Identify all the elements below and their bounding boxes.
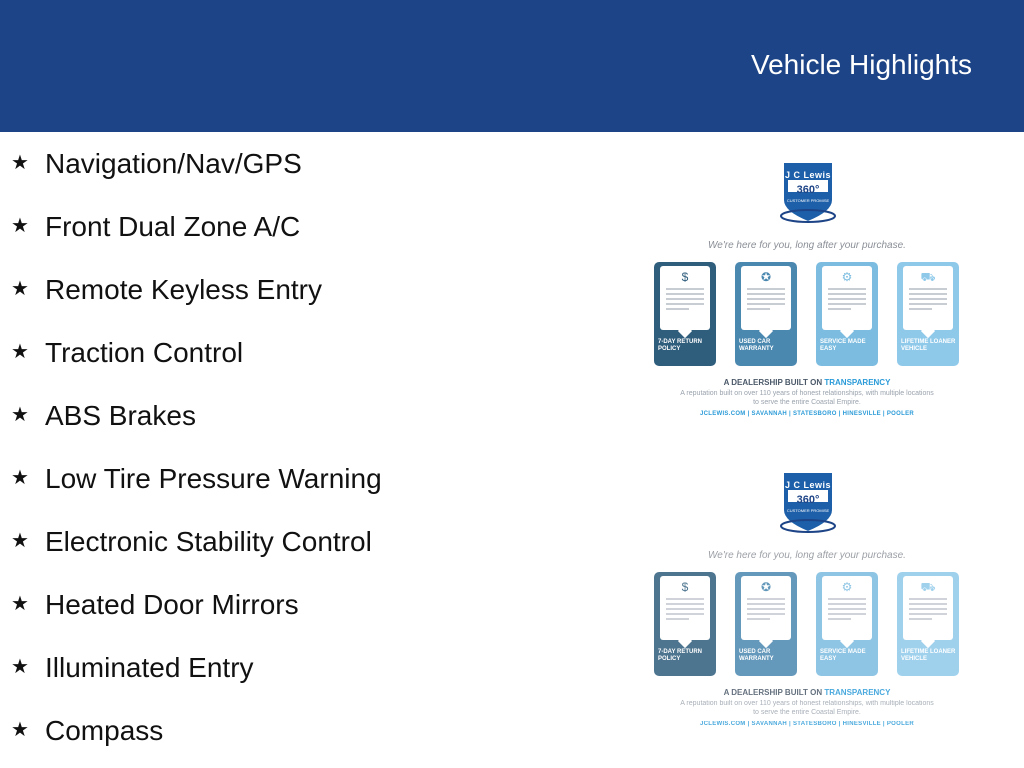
jclewis-360-badge (779, 160, 837, 220)
feature-item (0, 711, 560, 751)
badge-caption: CUSTOMER PROMISE (786, 198, 830, 203)
card-title: USED CAR WARRANTY (739, 339, 774, 352)
feature-label: Electronic Stability Control (45, 526, 372, 557)
star-icon: ★ (11, 465, 29, 489)
feature-item (0, 333, 560, 373)
built-on-line (648, 688, 966, 697)
star-icon: ★ (11, 150, 29, 174)
star-icon: ★ (11, 402, 29, 426)
promise-card (654, 572, 716, 676)
feature-item (0, 585, 560, 625)
card-title: LIFETIME LOANER VEHICLE (901, 649, 956, 662)
card-title: 7-DAY RETURN POLICY (658, 339, 703, 352)
built-prefix: A DEALERSHIP BUILT ON (723, 378, 823, 387)
feature-item (0, 207, 560, 247)
feature-item (0, 144, 560, 184)
card-title: LIFETIME LOANER VEHICLE (901, 339, 956, 352)
promo-graphic (648, 470, 966, 732)
star-icon: ★ (11, 717, 29, 741)
card-title: USED CAR WARRANTY (739, 649, 774, 662)
promise-card (816, 572, 878, 676)
feature-label: Compass (45, 715, 164, 746)
dollar-cycle-icon: $ (681, 580, 689, 594)
built-highlight: TRANSPARENCY (824, 378, 891, 387)
header-bar (0, 0, 1024, 132)
feature-label: Front Dual Zone A/C (45, 211, 301, 242)
feature-label: Heated Door Mirrors (45, 589, 299, 620)
card-title: SERVICE MADE EASY (820, 339, 866, 352)
reputation-text: A reputation built on over 110 years of honest relationships, with multiple locations to serve the entire Coastal Empire. (680, 390, 934, 406)
feature-item (0, 270, 560, 310)
promo-graphic (648, 160, 966, 422)
badge-number: 360° (796, 184, 820, 196)
logo-text: J C Lewis (784, 480, 831, 490)
badge-number: 360° (796, 494, 820, 506)
feature-label: Traction Control (45, 337, 244, 368)
loaner-car-icon: ⛟ (920, 270, 936, 284)
feature-item (0, 522, 560, 562)
logo-text: J C Lewis (784, 170, 831, 180)
card-title: SERVICE MADE EASY (820, 649, 866, 662)
built-highlight: TRANSPARENCY (824, 688, 891, 697)
star-icon: ★ (11, 213, 29, 237)
feature-item (0, 648, 560, 688)
built-on-line (648, 378, 966, 387)
page-title: Vehicle Highlights (750, 49, 972, 80)
dollar-cycle-icon: $ (681, 270, 689, 284)
promise-card (897, 262, 959, 366)
star-icon: ★ (11, 654, 29, 678)
star-icon: ★ (11, 591, 29, 615)
car-service-icon: ⚙ (841, 580, 853, 594)
feature-label: Illuminated Entry (45, 652, 254, 683)
promise-card (654, 262, 716, 366)
ribbon-icon: ✪ (760, 580, 772, 594)
feature-label: Remote Keyless Entry (45, 274, 322, 305)
promise-card (897, 572, 959, 676)
feature-item (0, 459, 560, 499)
locations-line: JCLEWIS.COM | SAVANNAH | STATESBORO | HINESVILLE | POOLER (699, 721, 915, 727)
loaner-car-icon: ⛟ (920, 580, 936, 594)
ribbon-icon: ✪ (760, 270, 772, 284)
tagline: We're here for you, long after your purchase. (708, 240, 906, 251)
feature-item (0, 396, 560, 436)
star-icon: ★ (11, 276, 29, 300)
feature-label: Low Tire Pressure Warning (45, 463, 382, 494)
star-icon: ★ (11, 528, 29, 552)
built-prefix: A DEALERSHIP BUILT ON (723, 688, 823, 697)
card-title: 7-DAY RETURN POLICY (658, 649, 703, 662)
jclewis-360-badge (779, 470, 837, 530)
promise-card (735, 572, 797, 676)
badge-caption: CUSTOMER PROMISE (786, 508, 830, 513)
reputation-text: A reputation built on over 110 years of honest relationships, with multiple locations to serve the entire Coastal Empire. (680, 700, 934, 716)
star-icon: ★ (11, 339, 29, 363)
feature-label: ABS Brakes (45, 400, 196, 431)
promise-card (735, 262, 797, 366)
car-service-icon: ⚙ (841, 270, 853, 284)
feature-label: Navigation/Nav/GPS (45, 148, 302, 179)
promise-card (816, 262, 878, 366)
locations-line: JCLEWIS.COM | SAVANNAH | STATESBORO | HINESVILLE | POOLER (699, 411, 915, 417)
promise-cards (654, 262, 962, 366)
promise-cards (654, 572, 962, 676)
tagline: We're here for you, long after your purchase. (708, 550, 906, 561)
